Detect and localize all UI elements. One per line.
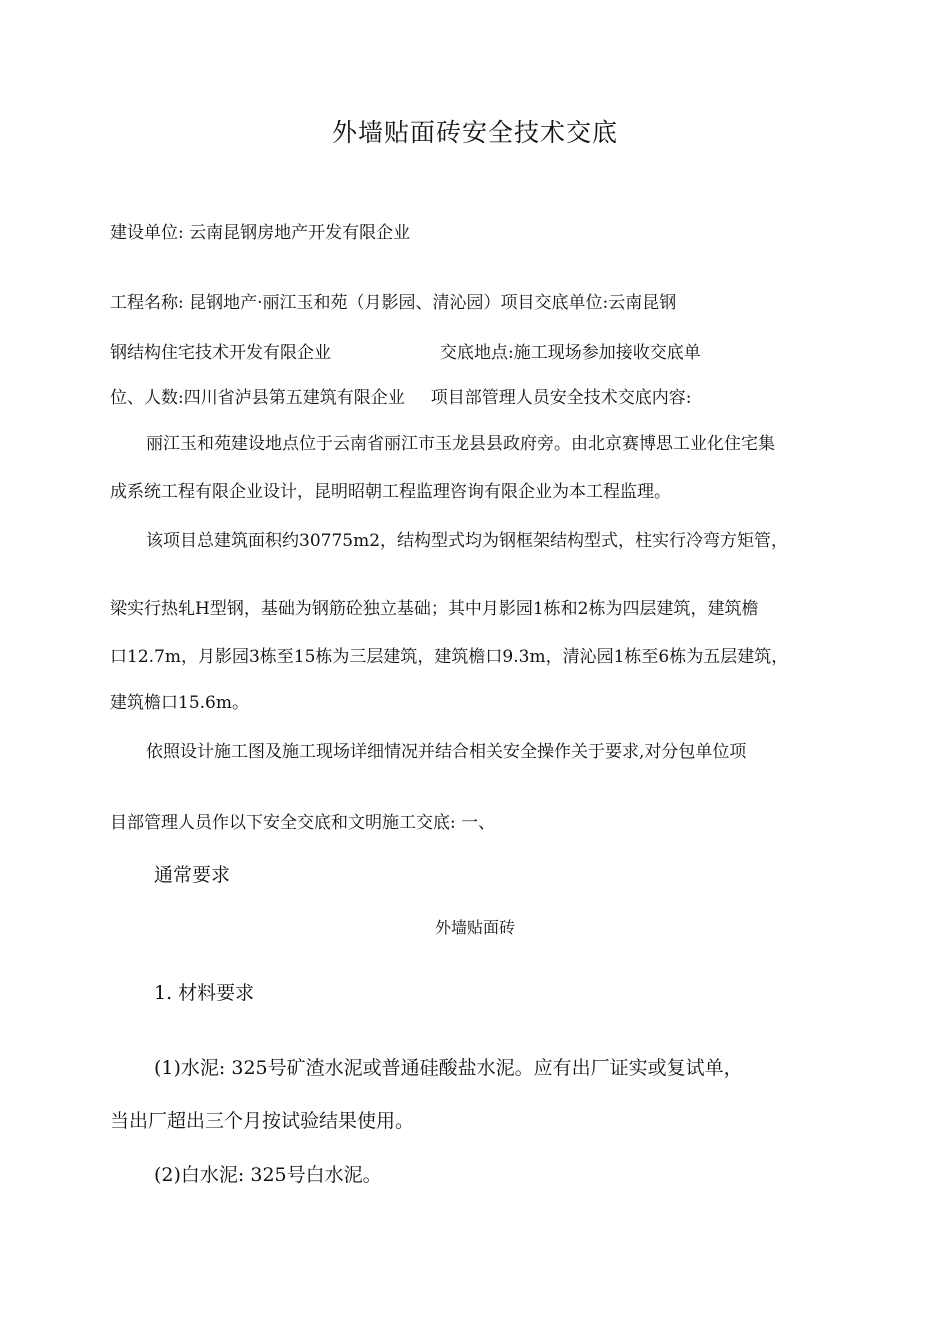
subheading-exterior-tile: 外墙贴面砖 — [434, 918, 515, 937]
item-cement: (1)水泥: 325号矿渣水泥或普通硅酸盐水泥。应有出厂证实或复试单， — [154, 1057, 743, 1079]
paragraph-location-cont: 成系统工程有限企业设计，昆明昭朝工程监理咨询有限企业为本工程监理。 — [110, 482, 671, 502]
document-title: 外墙贴面砖安全技术交底 — [331, 118, 618, 147]
construction-unit-line: 建设单位: 云南昆钢房地产开发有限企业 — [110, 223, 411, 243]
paragraph-area-cont-1: 梁实行热轧H型钢，基础为钢筋砼独立基础；其中月影园1栋和2栋为四层建筑，建筑檐 — [110, 599, 759, 619]
content-heading: 项目部管理人员安全技术交底内容: — [430, 388, 692, 408]
participants: 位、人数:四川省泸县第五建筑有限企业 — [110, 388, 405, 408]
paragraph-basis-cont: 目部管理人员作以下安全交底和文明施工交底: 一、 — [110, 813, 496, 833]
section-heading-general: 通常要求 — [154, 864, 231, 886]
disclosure-location-line — [110, 341, 701, 365]
item-cement-cont: 当出厂超出三个月按试验结果使用。 — [110, 1110, 415, 1132]
paragraph-area-cont-2: 口12.7m，月影园3栋至15栋为三层建筑，建筑檐口9.3m，清沁园1栋至6栋为五层建筑， — [110, 647, 789, 667]
disclosure-unit-continued: 钢结构住宅技术开发有限企业 — [110, 343, 331, 363]
paragraph-basis: 依照设计施工图及施工现场详细情况并结合相关安全操作关于要求,对分包单位项 — [146, 742, 747, 762]
disclosure-location: 交底地点:施工现场参加接收交底单 — [440, 343, 701, 363]
item-material-requirements: 1. 材料要求 — [154, 982, 255, 1004]
participants-line — [110, 386, 691, 410]
project-name-line: 工程名称: 昆钢地产·丽江玉和苑（月影园、清沁园）项目交底单位:云南昆钢 — [110, 293, 677, 313]
paragraph-area: 该项目总建筑面积约30775m2，结构型式均为钢框架结构型式，柱实行冷弯方矩管， — [146, 531, 789, 551]
paragraph-location: 丽江玉和苑建设地点位于云南省丽江市玉龙县县政府旁。由北京赛博思工业化住宅集 — [146, 434, 775, 454]
paragraph-area-cont-3: 建筑檐口15.6m。 — [110, 693, 249, 713]
item-white-cement: (2)白水泥: 325号白水泥。 — [154, 1164, 382, 1186]
